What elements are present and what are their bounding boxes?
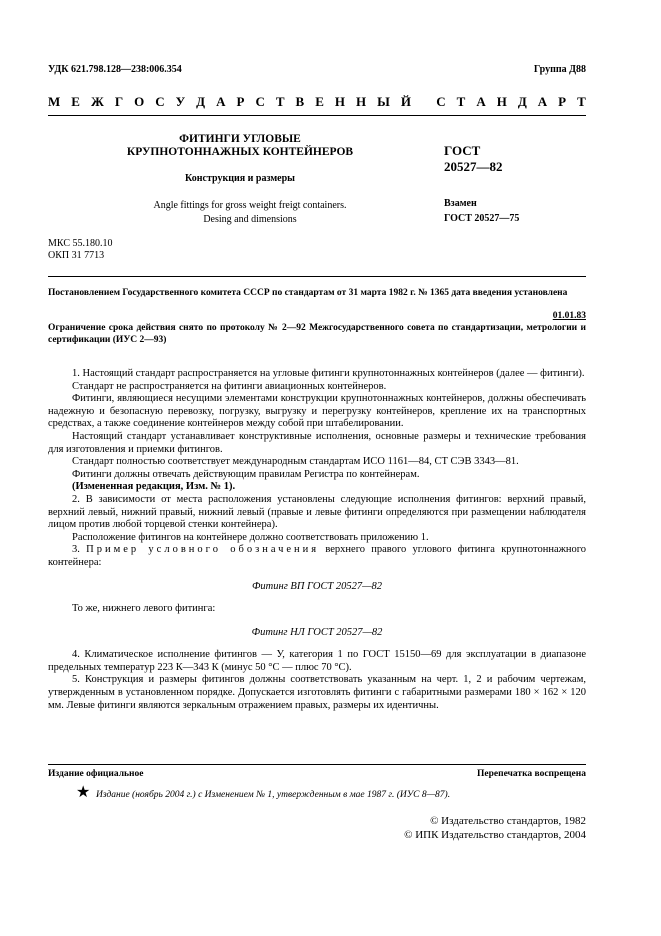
heading-letter: М bbox=[48, 94, 61, 109]
heading-letter: Н bbox=[496, 94, 507, 109]
subtitle: Конструкция и размеры bbox=[185, 173, 295, 184]
heading-letter: О bbox=[134, 94, 145, 109]
replace-label: Взамен bbox=[444, 198, 477, 209]
amendment-note: (Измененная редакция, Изм. № 1). bbox=[72, 481, 236, 493]
copyright-block bbox=[300, 814, 586, 842]
paragraph-6: Фитинги должны отвечать действующим правилам Регистра по контейнерам. bbox=[72, 468, 420, 480]
heading-letter: Ы bbox=[377, 94, 390, 109]
paragraph-12: 4. Климатическое исполнение фитингов — У, категория 1 по ГОСТ 15150—69 для эксплуатации в диапазоне предельных температур 223 К—343 К (минус 50 °С — плюс 70 °С). bbox=[48, 649, 586, 673]
example-designation-2: Фитинг НЛ ГОСТ 20527—82 bbox=[251, 626, 383, 638]
okp-code: ОКП 31 7713 bbox=[48, 250, 105, 261]
edition-note: Издание (ноябрь 2004 г.) с Изменением № 1, утвержденным в мае 1987 г. (ИУС 8—87). bbox=[96, 790, 451, 800]
paragraph-8: 2. В зависимости от места расположения установлены следующие исполнения фитингов: верхний правый, верхний левый, нижний правый, нижний левый (правые и левые фитинги определяются при размещении наблюдателя лицом против любой торцевой стенки контейнера). bbox=[48, 493, 586, 531]
paragraph-1: 1. Настоящий стандарт распространяется на угловые фитинги крупнотоннажных контейнеров (далее — фитинги). bbox=[72, 368, 585, 379]
group-code: Группа Д88 bbox=[533, 64, 586, 75]
gost-number: 20527—82 bbox=[444, 159, 503, 174]
interstate-standard-heading bbox=[48, 94, 586, 110]
heading-letter: А bbox=[537, 94, 548, 109]
english-title-line-2: Desing and dimensions bbox=[203, 214, 297, 225]
star-icon: ★ bbox=[76, 784, 91, 801]
paragraph-4: Настоящий стандарт устанавливает конструктивные исполнения, основные размеры и технические требования для изготовления и приемки фитингов. bbox=[48, 430, 586, 455]
title-line-2: КРУПНОТОННАЖНЫХ КОНТЕЙНЕРОВ bbox=[126, 146, 354, 158]
replace-number: ГОСТ 20527—75 bbox=[444, 213, 520, 224]
paragraph-10 bbox=[48, 544, 586, 569]
heading-letter: С bbox=[255, 94, 265, 109]
heading-letter: Р bbox=[558, 94, 567, 109]
heading-letter: С bbox=[436, 94, 446, 109]
heading-letter: Д bbox=[517, 94, 527, 109]
official-edition: Издание официальное bbox=[48, 769, 144, 779]
footer-divider bbox=[48, 764, 586, 765]
udk-code: УДК 621.798.128—238:006.354 bbox=[48, 64, 182, 75]
title-line-1: ФИТИНГИ УГЛОВЫЕ bbox=[179, 133, 301, 145]
paragraph-13: 5. Конструкция и размеры фитингов должны соответствовать указанным на черт. 1, 2 и рабочим чертежам, утвержденным в установленном порядке. Допускается изготовлять фитинги с габаритными размерами 180 × 162 × 120 мм. Левые фитинги являются зеркальным отражением правых, размеры их идентичны. bbox=[48, 674, 586, 711]
paragraph-10-rest: верхнего правого углового фитинга крупнотоннажного контейнера: bbox=[48, 544, 587, 568]
heading-letter: Е bbox=[315, 94, 324, 109]
replace-block bbox=[444, 196, 519, 226]
introduction-date: 01.01.83 bbox=[552, 311, 586, 321]
heading-letter: Ж bbox=[90, 94, 104, 109]
top-divider bbox=[48, 115, 586, 116]
paragraph-5: Стандарт полностью соответствует международным стандартам ИСО 1161—84, СТ СЭВ 3343—81. bbox=[72, 456, 519, 468]
heading-letter: Н bbox=[355, 94, 367, 109]
gost-label: ГОСТ bbox=[444, 143, 481, 158]
heading-gap bbox=[422, 94, 425, 110]
classification-codes bbox=[48, 238, 112, 262]
title-block bbox=[90, 133, 390, 159]
heading-letter: С bbox=[155, 94, 165, 109]
english-title bbox=[90, 199, 410, 227]
paragraph-10-spaced: Пример условного обозначения bbox=[86, 544, 320, 556]
heading-letter: Н bbox=[334, 94, 345, 109]
main-body bbox=[48, 368, 586, 712]
heading-letter: Т bbox=[275, 94, 285, 109]
english-title-line-1: Angle fittings for gross weight freigt containers. bbox=[153, 200, 347, 211]
heading-letter: У bbox=[175, 94, 186, 109]
gost-block bbox=[444, 143, 503, 175]
reprint-prohibited: Перепечатка воспрещена bbox=[476, 769, 586, 779]
heading-letter: Е bbox=[71, 94, 80, 109]
heading-letter: Й bbox=[400, 94, 411, 109]
paragraph-9: Расположение фитингов на контейнере должно соответствовать приложению 1. bbox=[72, 531, 429, 543]
decree-text: Постановлением Государственного комитета СССР по стандартам от 31 марта 1982 г. № 1365 дата введения установлена bbox=[48, 288, 568, 298]
heading-letter: Т bbox=[456, 94, 466, 109]
paragraph-2: Стандарт не распространяется на фитинги авиационных контейнеров. bbox=[72, 380, 387, 392]
heading-letter: Т bbox=[577, 94, 586, 109]
copyright-1982: © Издательство стандартов, 1982 bbox=[430, 815, 586, 827]
example-designation-1: Фитинг ВП ГОСТ 20527—82 bbox=[251, 580, 383, 592]
limitation-text: Ограничение срока действия снято по протоколу № 2—92 Межгосударственного совета по стандартизации, метрологии и сертификации (ИУС 2—93) bbox=[48, 323, 586, 345]
heading-letter: Г bbox=[114, 94, 124, 109]
copyright-2004: © ИПК Издательство стандартов, 2004 bbox=[404, 829, 586, 841]
paragraph-10-number: 3. bbox=[72, 544, 80, 556]
mks-code: МКС 55.180.10 bbox=[48, 238, 113, 249]
heading-letter: В bbox=[295, 94, 305, 109]
paragraph-11: То же, нижнего левого фитинга: bbox=[72, 603, 216, 615]
heading-letter: А bbox=[216, 94, 226, 109]
heading-letter: Д bbox=[196, 94, 206, 109]
codes-divider bbox=[48, 276, 586, 277]
heading-letter: А bbox=[476, 94, 486, 109]
heading-letter: Р bbox=[236, 94, 245, 109]
paragraph-3: Фитинги, являющиеся несущими элементами конструкции крупнотоннажных контейнеров, должны обеспечивать надежную и безопасную перевозку, погрузку, выгрузку и перегрузку контейнеров, крепление их на транспортных средствах, а также соединение контейнеров между собой при штабелировании. bbox=[48, 393, 586, 430]
